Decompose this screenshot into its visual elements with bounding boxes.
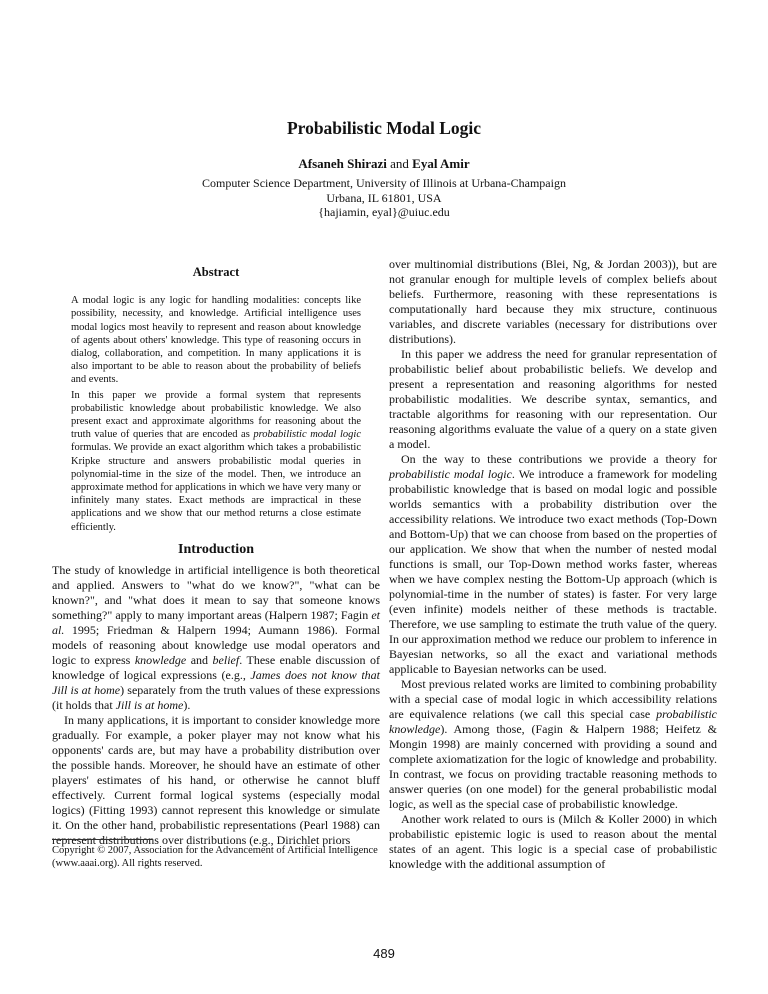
- body-paragraph: The study of knowledge in artificial intelligence is both theoretical and applied. Answers to "what do we know?", "what can be known?", and "what does it mean to say that someone knows something?" apply to many important areas (Halpern 1987; Fagin et al. 1995; Friedman & Halpern 1994; Aumann 1986). Formal models of reasoning about knowledge use modal operators and logic to express knowledge and belief. These enable discussion of knowledge of logical expressions (e.g., James does not know that Jill is at home) separately from the truth values of these expressions (it holds that Jill is at home).: [52, 563, 380, 712]
- body-paragraph: In many applications, it is important to consider knowledge more gradually. For example, a poker player may not know what his opponents' cards are, but may have a probability distribution over the possible hands. Moreover, he should have an estimate of other players' estimates of his hand, or otherwise he cannot bluff effectively. Current formal logical systems (especially modal logics) (Fitting 1993) cannot represent this knowledge or simulate it. On the other hand, probabilistic representations (Pearl 1988) can represent distributions over distributions (e.g., Dirichlet priors: [52, 713, 380, 847]
- paper-title: Probabilistic Modal Logic: [286, 118, 482, 138]
- body-paragraph: In this paper we address the need for granular representation of probabilistic belief about probabilistic beliefs. We develop and present a representation and reasoning algorithms for nested probabilistic modalities. We describe syntax, semantics, and tractable algorithms for reasoning with our representation. Our reasoning algorithms evaluate the value of a query on a state given a model.: [389, 347, 717, 451]
- body-paragraph: Most previous related works are limited to combining probability with a special case of modal logic in which accessibility relations are equivalence relations (we call this special case probabilistic knowledge). Among those, (Fagin & Halpern 1988; Heifetz & Mongin 1998) are mainly concerned with providing a sound and complete axiomatization for the logic of knowledge and probability. In contrast, we focus on providing tractable reasoning methods to answer queries (on one model) for the general probabilistic modal logic, as well as the special case of probabilistic knowledge.: [389, 677, 717, 811]
- author-name: Eyal Amir: [412, 156, 470, 171]
- affiliation: [0, 176, 768, 220]
- affiliation-line: Urbana, IL 61801, USA: [326, 190, 442, 205]
- section-heading-introduction: Introduction: [178, 542, 254, 557]
- body-paragraph: On the way to these contributions we provide a theory for probabilistic modal logic. We introduce a framework for modeling probabilistic knowledge that is based on modal logic and possible worlds semantics with a probability distribution over the accessibility relations. We introduce two exact methods (Top-Down and Bottom-Up) that we can choose from based on the properties of our application. We show that when the number of nested modal functions is small, our Top-Down method works faster, whereas when we have complex nesting the Bottom-Up approach (which is polynomial-time in the number of states) is faster. For very large (even infinite) models neither of these methods is tractable. Therefore, we use sampling to estimate the truth value of the query. In our approximation method we reduce our problem to inference in Bayesian networks, so all the exact and variational methods applicable to Bayesian networks can be used.: [389, 452, 718, 676]
- author-conjunction: and: [390, 156, 409, 171]
- introduction-body: [52, 563, 380, 848]
- affiliation-line: Computer Science Department, University of Illinois at Urbana-Champaign: [202, 176, 566, 190]
- body-paragraph: Another work related to ours is (Milch & Koller 2000) in which probabilistic epistemic logic is used to reason about the mental states of an agent. This logic is a special case of probabilistic knowledge with the additional assumption of: [389, 812, 717, 871]
- body-paragraph: over multinomial distributions (Blei, Ng, & Jordan 2003)), but are not granular enough for multiple levels of complex beliefs about beliefs. Furthermore, reasoning with these representations is computationally hard because they mix structure, continuous variables, and discrete variables (necessary for distributions over distributions).: [389, 257, 717, 346]
- author-email: {hajiamin, eyal}@uiuc.edu: [318, 205, 450, 219]
- author-name: Afsaneh Shirazi: [298, 156, 387, 171]
- abstract: [71, 266, 361, 536]
- abstract-paragraph: In this paper we provide a formal system that represents probabilistic knowledge about probabilistic knowledge. We also present exact and approximate algorithms for reasoning about the truth value of queries that are encoded as probabilistic modal logic formulas. We provide an exact algorithm which takes a probabilistic Kripke structure and answers probabilistic modal queries in polynomial-time in the size of the model. Then, we introduce an approximate method for applications in which we have very many or infinitely many states. Exact methods are impractical in these applications and we show that our method returns a close estimate efficiently.: [71, 389, 361, 533]
- right-column-body: [389, 257, 717, 872]
- abstract-heading: Abstract: [192, 265, 240, 279]
- author-line: [0, 156, 768, 172]
- page-number: 489: [373, 946, 395, 961]
- abstract-paragraph: A modal logic is any logic for handling modalities: concepts like possibility, necessity, and knowledge. Artificial intelligence uses modal logics most heavily to represent and reason about knowledge of agents about others' knowledge. This type of reasoning occurs in dialog, collaboration, and competition. In many applications it is also important to be able to reason about the probability of beliefs and events.: [71, 295, 361, 386]
- copyright-footnote: Copyright © 2007, Association for the Advancement of Artificial Intelligence (www.aaai.org). All rights reserved.: [52, 845, 378, 869]
- footnote-divider: [52, 839, 152, 840]
